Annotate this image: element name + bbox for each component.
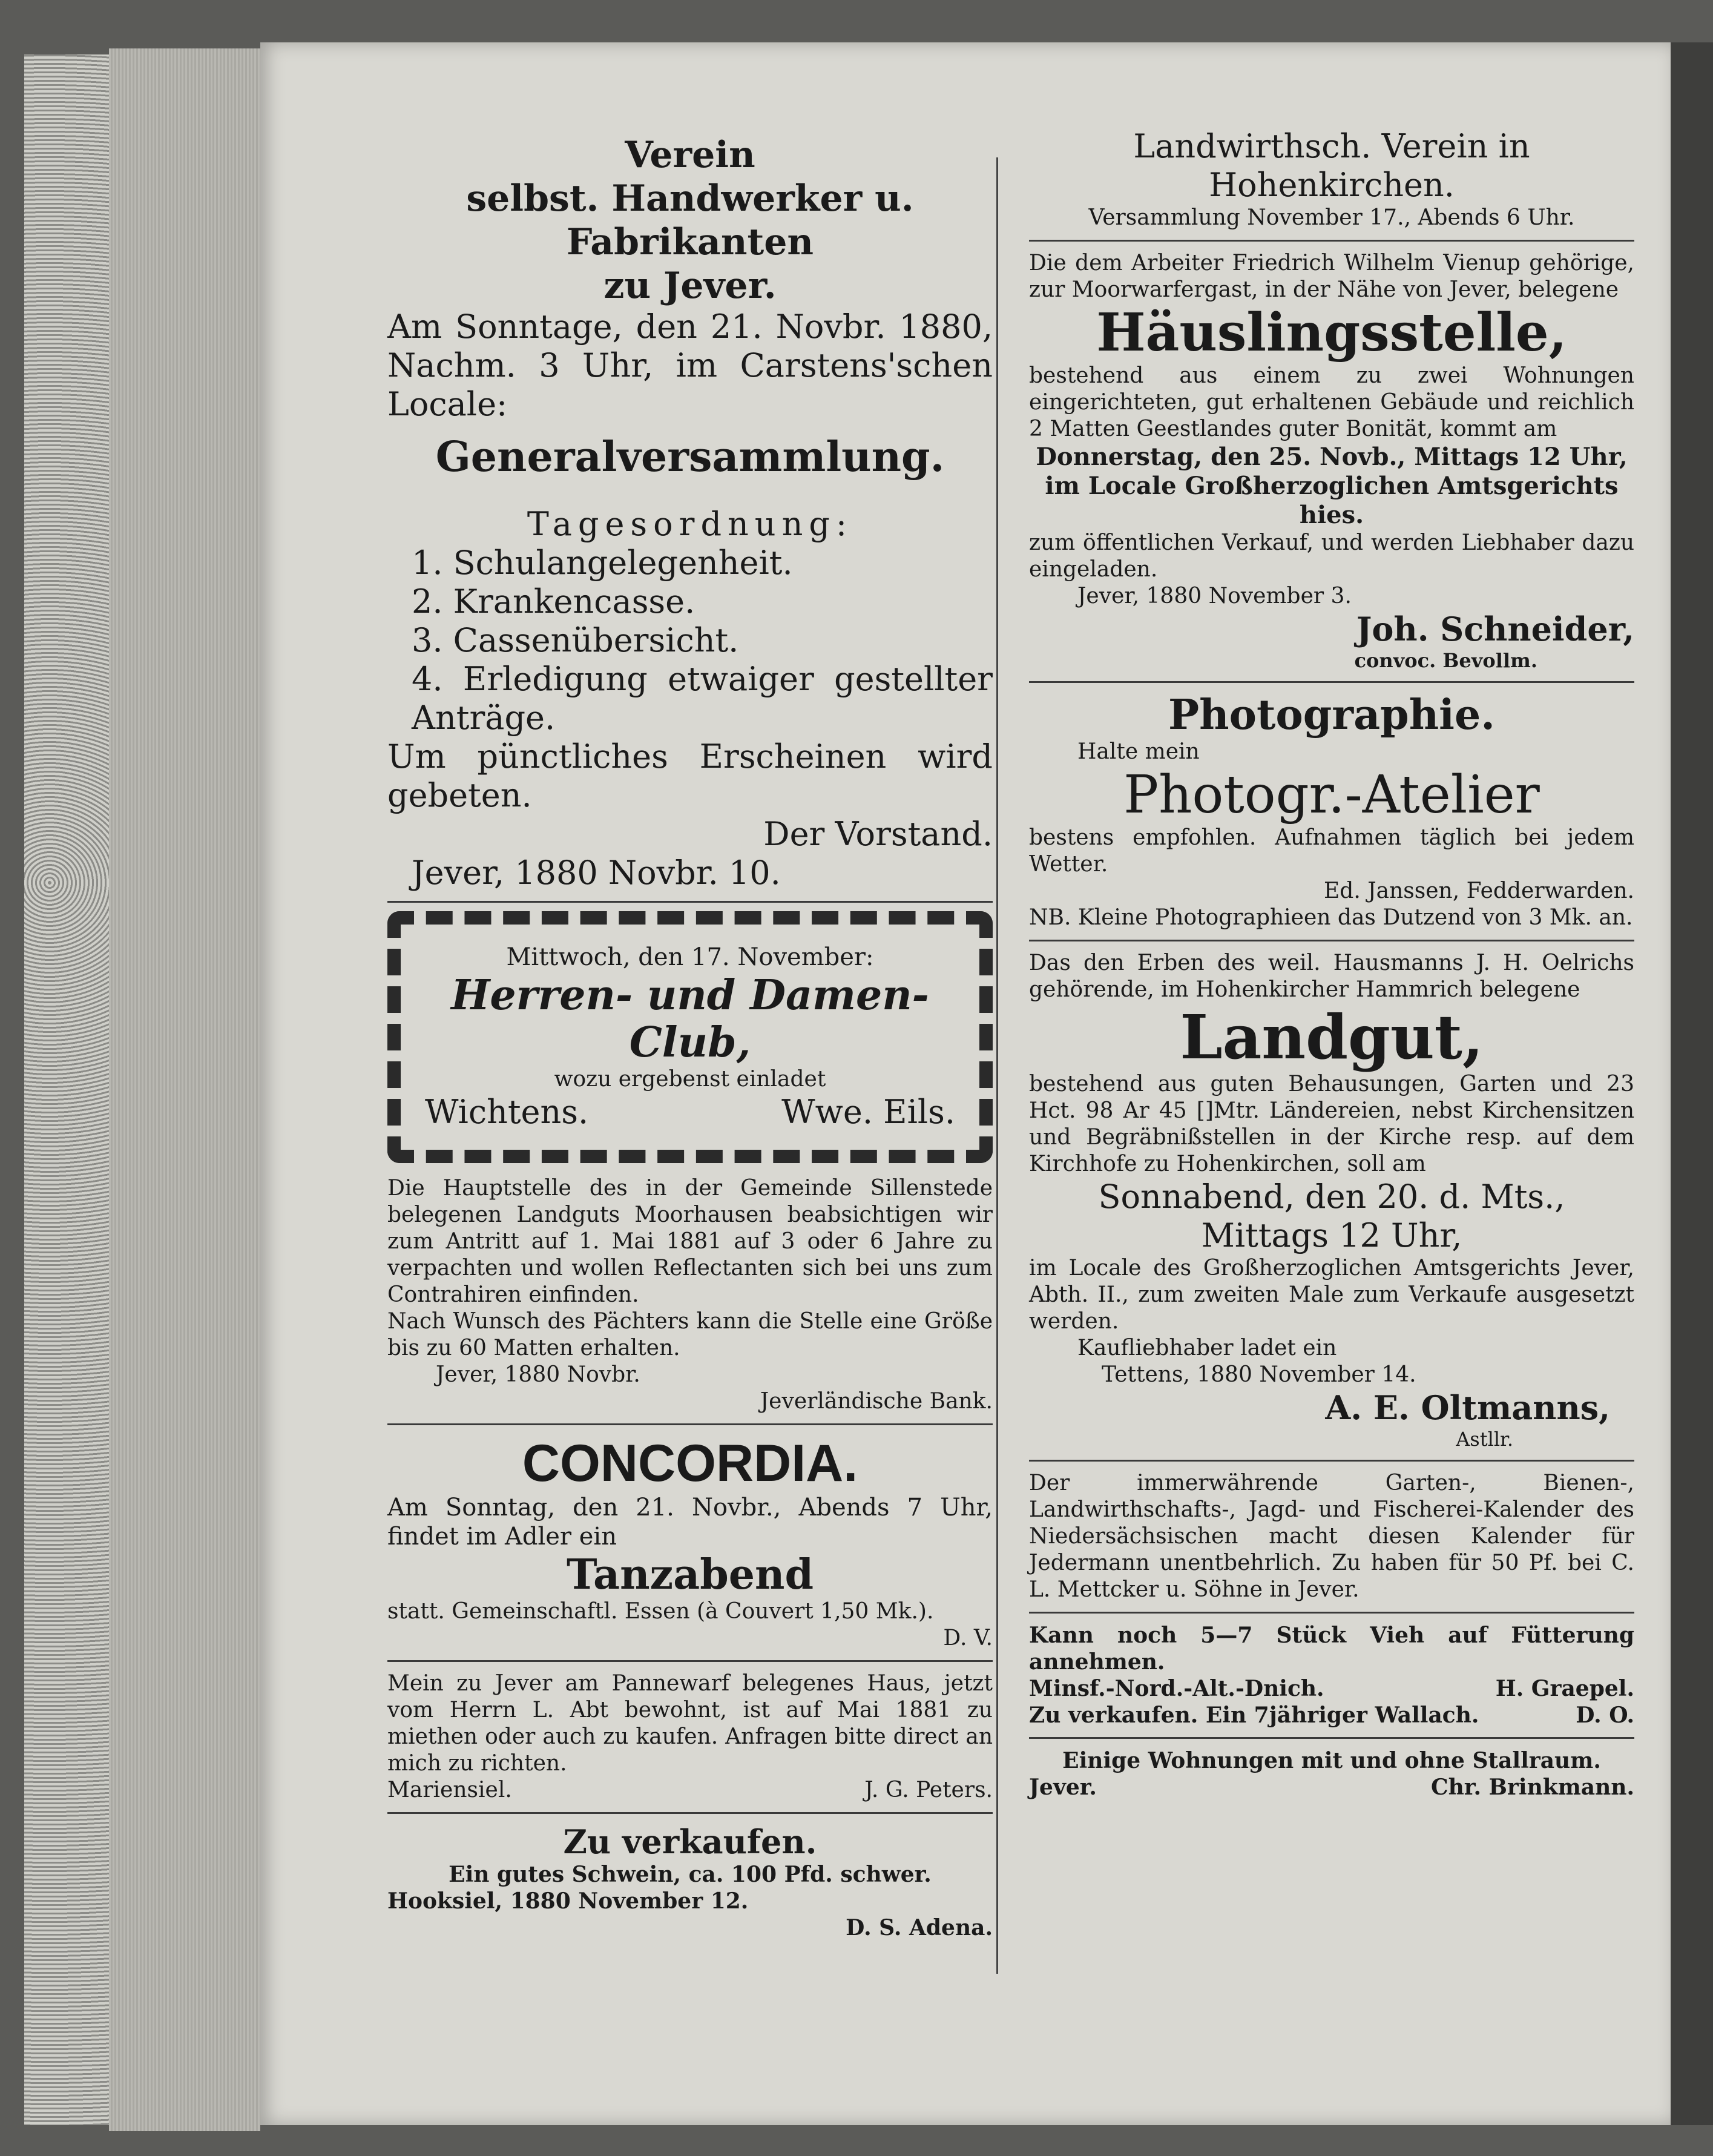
verein-heading: Generalversammlung. xyxy=(435,433,945,481)
photo-heading: Photogr.-Atelier xyxy=(1123,765,1540,825)
verein-title-2: selbst. Handwerker u. Fabrikanten xyxy=(466,177,914,263)
haus-notice xyxy=(387,1670,993,1804)
haus-place: Mariensiel. xyxy=(387,1778,512,1802)
wohnungen-left: Jever. xyxy=(1029,1775,1097,1800)
haeusling-notice xyxy=(1029,250,1634,673)
rule xyxy=(1029,681,1634,683)
column-divider xyxy=(996,157,998,1974)
rule xyxy=(387,1423,993,1425)
rule xyxy=(387,901,993,903)
kalender-notice xyxy=(1029,1470,1634,1603)
rule xyxy=(1029,1737,1634,1739)
moorhausen-text: Die Hauptstelle des in der Gemeinde Sillenstede belegenen Landguts Moorhausen beabsichtigen wir zum Antritt auf 1. Mai 1881 auf 3 oder 6 Jahre zu verpachten und wollen Reflectanten sich bei uns zum Contrahiren einfinden. xyxy=(387,1176,993,1307)
club-signer-right: Wwe. Eils. xyxy=(781,1093,955,1131)
landgut-text3: Kaufliebhaber ladet ein xyxy=(1077,1336,1337,1360)
landw-line: Versammlung November 17., Abends 6 Uhr. xyxy=(1088,205,1575,230)
kalender-text: Der immerwährende Garten-, Bienen-, Landwirthschafts-, Jagd- und Fischerei-Kalender des Niedersächsischen macht diesen Kalender für Jedermann unentbehrlich. Zu haben für 50 Pf. bei C. L. Mettcker u. Söhne in Jever. xyxy=(1029,1471,1634,1602)
vieh-signers xyxy=(1029,1675,1634,1702)
club-signer-left: Wichtens. xyxy=(425,1093,589,1131)
vieh-right: H. Graepel. xyxy=(1495,1676,1634,1701)
haeusling-heading: Häuslingsstelle, xyxy=(1096,302,1567,363)
wallach-text: Zu verkaufen. Ein 7jähriger Wallach. xyxy=(1029,1703,1479,1728)
club-signers xyxy=(425,1093,955,1132)
verkaufen-date: Hooksiel, 1880 November 12. xyxy=(387,1888,749,1914)
agenda-item: 4. Erledigung etwaiger gestellter Anträge. xyxy=(412,660,993,737)
haeusling-text: bestehend aus einem zu zwei Wohnungen eingerichteten, gut erhaltenen Gebäude und reichlich 2 Matten Geestlandes guter Bonität, kommt am xyxy=(1029,363,1634,441)
concordia-line1: Am Sonntag, den 21. Novbr., Abends 7 Uhr, findet im Adler ein xyxy=(387,1494,993,1551)
verkaufen-notice xyxy=(387,1822,993,1941)
concordia-notice xyxy=(387,1434,993,1652)
agenda-title: Tagesordnung: xyxy=(527,505,853,543)
verkaufen-line1: Ein gutes Schwein, ca. 100 Pfd. schwer. xyxy=(449,1862,932,1887)
photo-line1: Halte mein xyxy=(1077,739,1200,764)
photo-notice xyxy=(1029,691,1634,931)
landgut-date2: Mittags 12 Uhr, xyxy=(1201,1216,1462,1254)
concordia-line2: statt. Gemeinschaftl. Essen (à Couvert 1,50 Mk.). xyxy=(387,1599,934,1624)
verein-notice xyxy=(387,133,993,892)
landgut-heading: Landgut, xyxy=(1180,1001,1484,1073)
moorhausen-notice xyxy=(387,1175,993,1415)
club-line2: wozu ergebenst einladet xyxy=(554,1067,826,1092)
haeusling-text2: zum öffentlichen Verkauf, und werden Liebhaber dazu eingeladen. xyxy=(1029,530,1634,582)
verein-intro: Am Sonntage, den 21. Novbr. 1880, Nachm. 3 Uhr, im Carstens'schen Locale: xyxy=(387,308,993,423)
wallach-notice xyxy=(1029,1702,1634,1729)
landgut-date1: Sonnabend, den 20. d. Mts., xyxy=(1098,1178,1565,1216)
book-cover-edge xyxy=(24,54,111,2125)
landgut-signer2: Astllr. xyxy=(1456,1428,1513,1451)
landgut-signer: A. E. Oltmanns, xyxy=(1325,1388,1610,1427)
rule xyxy=(1029,1460,1634,1462)
verkaufen-title: Zu verkaufen. xyxy=(563,1822,817,1861)
haeusling-date: Jever, 1880 November 3. xyxy=(1077,584,1352,608)
rule xyxy=(387,1660,993,1662)
vieh-text: Kann noch 5—7 Stück Vieh auf Fütterung annehmen. xyxy=(1029,1623,1634,1675)
wohnungen-notice xyxy=(1029,1747,1634,1801)
landw-title: Landwirthsch. Verein in Hohenkirchen. xyxy=(1133,127,1530,204)
verein-closing: Um pünctliches Erscheinen wird gebeten. xyxy=(387,737,993,814)
vieh-left: Minsf.-Nord.-Alt.-Dnich. xyxy=(1029,1676,1324,1701)
landgut-intro: Das den Erben des weil. Hausmanns J. H. Oelrichs gehörende, im Hohenkircher Hammrich belegene xyxy=(1029,951,1634,1002)
moorhausen-date: Jever, 1880 Novbr. xyxy=(436,1362,640,1387)
photo-nb: NB. Kleine Photographieen das Dutzend von 3 Mk. an. xyxy=(1029,905,1633,930)
rule xyxy=(387,1812,993,1814)
haus-signer: J. G. Peters. xyxy=(864,1778,993,1802)
moorhausen-text2: Nach Wunsch des Pächters kann die Stelle eine Größe bis zu 60 Matten erhalten. xyxy=(387,1309,993,1360)
photo-title: Photographie. xyxy=(1168,691,1495,739)
landgut-notice xyxy=(1029,950,1634,1451)
landgut-text: bestehend aus guten Behausungen, Garten und 23 Hct. 98 Ar 45 []Mtr. Ländereien, nebst Kirchensitzen und Begräbnißstellen in der Kirche resp. auf dem Kirchhofe zu Hohenkirchen, soll am xyxy=(1029,1072,1634,1176)
verein-date: Jever, 1880 Novbr. 10. xyxy=(412,854,781,892)
moorhausen-signer: Jeverländische Bank. xyxy=(760,1389,993,1414)
haeusling-bold: Donnerstag, den 25. Novb., Mittags 12 Uhr, im Locale Großherzoglichen Amtsgerichts hies. xyxy=(1036,443,1628,529)
agenda-item: 1. Schulangelegenheit. xyxy=(412,544,793,582)
rule xyxy=(1029,940,1634,941)
concordia-signer: D. V. xyxy=(943,1626,993,1650)
right-page-edge xyxy=(1671,42,1713,2125)
verkaufen-signer: D. S. Adena. xyxy=(846,1915,993,1940)
club-notice-frame xyxy=(387,911,993,1163)
haeusling-signer2: convoc. Bevollm. xyxy=(1354,649,1537,672)
haus-signers xyxy=(387,1777,993,1804)
left-column xyxy=(387,133,993,1941)
haus-text: Mein zu Jever am Pannewarf belegenes Haus, jetzt vom Herrn L. Abt bewohnt, ist auf Mai 1881 zu miethen oder auch zu kaufen. Anfragen bitte direct an mich zu richten. xyxy=(387,1671,993,1776)
page-stack-edge xyxy=(109,48,260,2131)
wohnungen-text: Einige Wohnungen mit und ohne Stallraum. xyxy=(1062,1748,1601,1773)
rule xyxy=(1029,1612,1634,1614)
verein-title-3: zu Jever. xyxy=(603,265,777,307)
landw-notice xyxy=(1029,127,1634,231)
haeusling-intro: Die dem Arbeiter Friedrich Wilhelm Vienup gehörige, zur Moorwarfergast, in der Nähe von Jever, belegene xyxy=(1029,251,1634,302)
photo-signer: Ed. Janssen, Fedderwarden. xyxy=(1324,879,1634,903)
haeusling-signer: Joh. Schneider, xyxy=(1356,610,1634,648)
rule xyxy=(1029,240,1634,242)
wallach-signer: D. O. xyxy=(1576,1703,1634,1728)
right-column xyxy=(1029,127,1634,1801)
vieh-notice xyxy=(1029,1622,1634,1702)
wohnungen-signers xyxy=(1029,1774,1634,1801)
agenda-item: 3. Cassenübersicht. xyxy=(412,621,739,659)
concordia-title: CONCORDIA. xyxy=(522,1434,858,1492)
photo-text: bestens empfohlen. Aufnahmen täglich bei jedem Wetter. xyxy=(1029,825,1634,877)
concordia-heading: Tanzabend xyxy=(566,1551,814,1599)
landgut-text2: im Locale des Großherzoglichen Amtsgerichts Jever, Abth. II., zum zweiten Male zum Verkaufe ausgesetzt werden. xyxy=(1029,1256,1634,1334)
club-line1: Mittwoch, den 17. November: xyxy=(506,943,874,971)
verein-title: Verein xyxy=(625,134,755,176)
agenda-item: 2. Krankencasse. xyxy=(412,582,695,621)
landgut-date: Tettens, 1880 November 14. xyxy=(1102,1362,1416,1387)
verein-signer: Der Vorstand. xyxy=(763,815,993,853)
wohnungen-right: Chr. Brinkmann. xyxy=(1430,1775,1634,1800)
club-title: Herren- und Damen-Club, xyxy=(451,971,929,1067)
